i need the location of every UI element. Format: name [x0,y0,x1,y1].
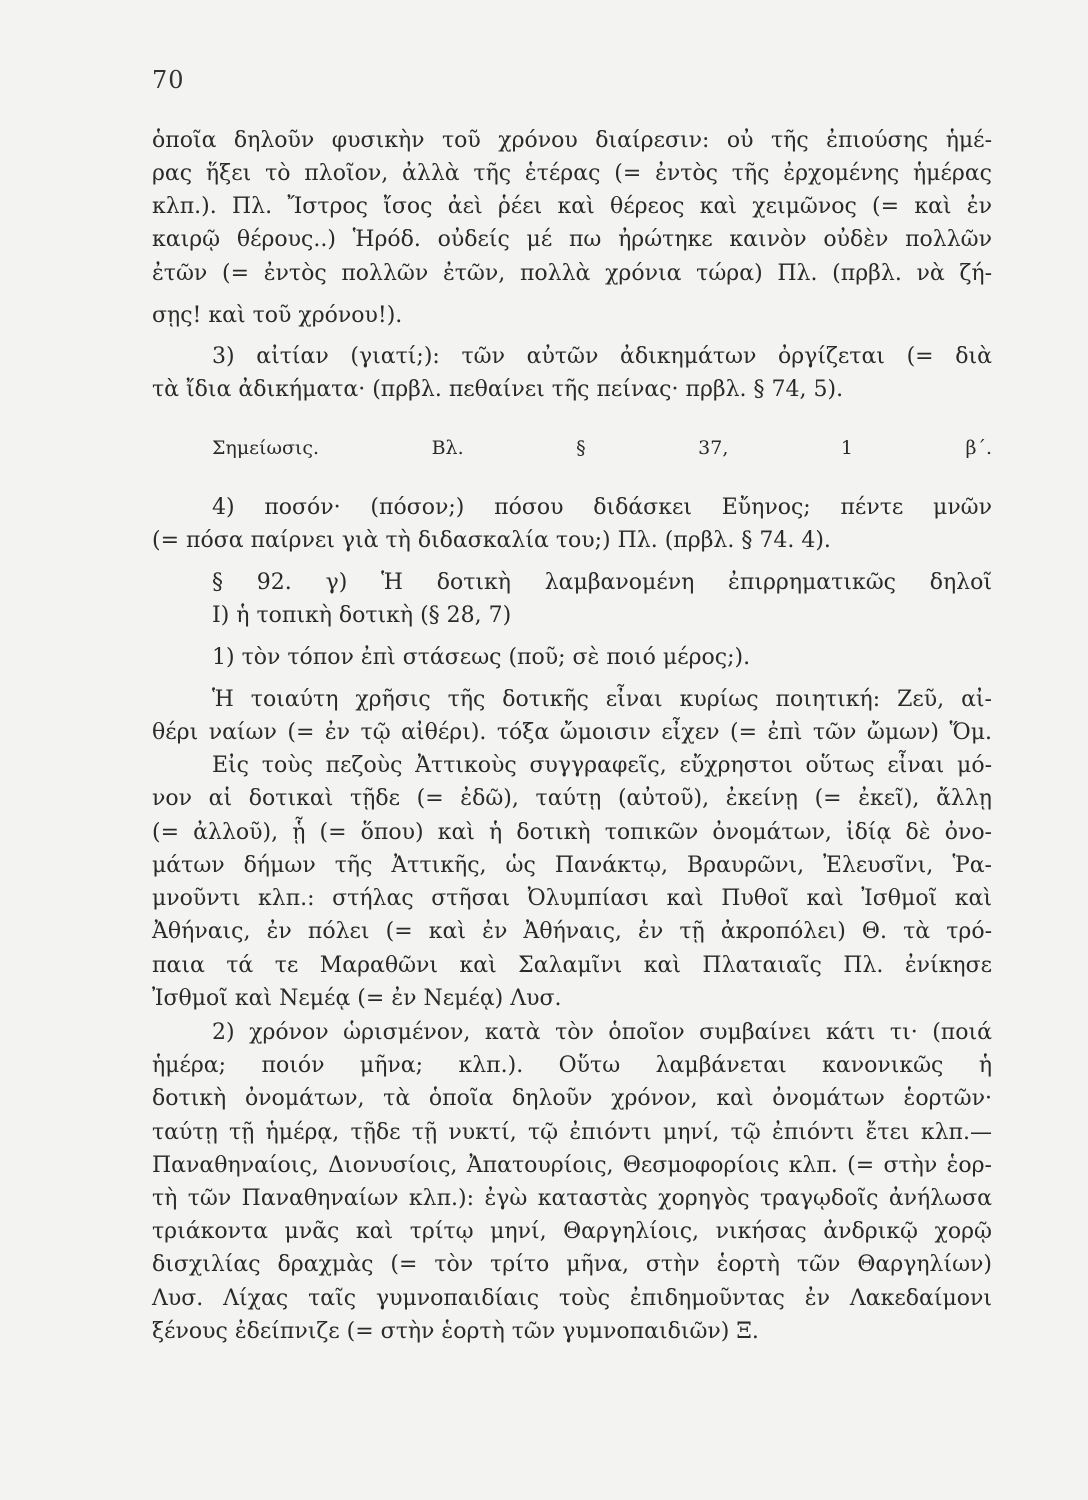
text-line: Ἰσθμοῖ καὶ Νεμέᾳ (= ἐν Νεμέᾳ) Λυσ. [152,986,562,1011]
text-line: μνοῦντι κλπ.: στήλας στῆσαι Ὀλυμπίασι καὶ Πυθοῖ καὶ Ἰσθμοῖ καὶ [152,886,992,911]
text-line: (= πόσα παίρνει γιὰ τὴ διδασκαλία του;) Πλ. (πρβλ. § 74. 4). [152,528,831,553]
text-line: Παναθηναίοις, Διονυσίοις, Ἀπατουρίοις, Θεσμοφορίοις κλπ. (= στὴν ἑορ- [152,1153,992,1178]
text-line: κλπ.). Πλ. Ἴστρος ἴσος ἀεὶ ῥέει καὶ θέρεος καὶ χειμῶνος (= καὶ ἐν [152,194,992,219]
text-line: ξένους ἐδείπνιζε (= στὴν ἑορτὴ τῶν γυμνοπαιδιῶν) Ξ. [152,1319,759,1344]
text-line: παια τά τε Μαραθῶνι καὶ Σαλαμῖνι καὶ Πλαταιαῖς Πλ. ἐνίκησε [152,953,992,978]
text-line: 4) ποσόν· (πόσον;) πόσου διδάσκει Εὔηνος; πέντε μνῶν [212,495,992,520]
text-line: 1) τὸν τόπον ἐπὶ στάσεως (ποῦ; σὲ ποιό μέρος;). [212,645,751,670]
text-line: ἡμέρα; ποιόν μῆνα; κλπ.). Οὕτω λαμβάνεται κανονικῶς ἡ [152,1053,992,1078]
text-line: νον αἱ δοτικαὶ τῇδε (= ἐδῶ), ταύτῃ (αὐτοῦ), ἐκείνῃ (= ἐκεῖ), ἄλλῃ [152,786,992,811]
text-line: Ἀθήναις, ἐν πόλει (= καὶ ἐν Ἀθήναις, ἐν τῇ ἀκροπόλει) Θ. τὰ τρό- [152,919,992,944]
text-line: τὴ τῶν Παναθηναίων κλπ.): ἐγὼ καταστὰς χορηγὸς τραγῳδοῖς ἀνήλωσα [152,1186,992,1211]
text-line: τριάκοντα μνᾶς καὶ τρίτῳ μηνί, Θαργηλίοις, νικήσας ἀνδρικῷ χορῷ [152,1219,992,1244]
text-line: ρας ἥξει τὸ πλοῖον, ἀλλὰ τῆς ἑτέρας (= ἐντὸς τῆς ἐρχομένης ἡμέρας [152,161,992,186]
text-line: θέρι ναίων (= ἐν τῷ αἰθέρι). τόξα ὤμοισιν εἶχεν (= ἐπὶ τῶν ὤμων) Ὅμ. [152,720,992,745]
text-line: σῃς! καὶ τοῦ χρόνου!). [152,303,403,328]
text-line: ταύτῃ τῇ ἡμέρᾳ, τῇδε τῇ νυκτί, τῷ ἐπιόντι μηνί, τῷ ἐπιόντι ἔτει κλπ.— [152,1120,992,1145]
text-line: I) ἡ τοπικὴ δοτικὴ (§ 28, 7) [212,603,512,628]
text-line: 2) χρόνον ὡρισμένον, κατὰ τὸν ὁποῖον συμβαίνει κάτι τι· (ποιά [212,1020,992,1045]
text-line: ὁποῖα δηλοῦν φυσικὴν τοῦ χρόνου διαίρεσιν: οὐ τῆς ἐπιούσης ἡμέ- [152,128,992,153]
text-line: (= ἀλλοῦ), ᾗ (= ὅπου) καὶ ἡ δοτικὴ τοπικῶν ὀνομάτων, ἰδίᾳ δὲ ὀνο- [152,820,992,845]
text-line: § 92. γ) Ἡ δοτικὴ λαμβανομένη ἐπιρρηματικῶς δηλοῖ [212,570,992,595]
text-line: δοτικὴ ὀνομάτων, τὰ ὁποῖα δηλοῦν χρόνον, καὶ ὀνομάτων ἑορτῶν· [152,1086,992,1111]
text-line: Σημείωσις. Βλ. § 37, 1 β΄. [212,437,992,459]
text-line: Εἰς τοὺς πεζοὺς Ἀττικοὺς συγγραφεῖς, εὔχρηστοι οὕτως εἶναι μό- [212,753,992,778]
text-line: μάτων δήμων τῆς Ἀττικῆς, ὡς Πανάκτῳ, Βραυρῶνι, Ἐλευσῖνι, Ῥα- [152,853,992,878]
page-number: 70 [152,66,185,94]
text-line: 3) αἰτίαν (γιατί;): τῶν αὐτῶν ἀδικημάτων ὀργίζεται (= διὰ [212,344,992,369]
text-line: Λυσ. Λίχας ταῖς γυμνοπαιδίαις τοὺς ἐπιδημοῦντας ἐν Λακεδαίμονι [152,1286,992,1311]
text-line: καιρῷ θέρους..) Ἡρόδ. οὐδείς μέ πω ἠρώτηκε καινὸν οὐδὲν πολλῶν [152,227,992,252]
text-line: δισχιλίας δραχμὰς (= τὸν τρίτο μῆνα, στὴν ἑορτὴ τῶν Θαργηλίων) [152,1252,992,1277]
text-line: τὰ ἴδια ἀδικήματα· (πρβλ. πεθαίνει τῆς πείνας· πρβλ. § 74, 5). [152,377,844,402]
text-line: ἐτῶν (= ἐντὸς πολλῶν ἐτῶν, πολλὰ χρόνια τώρα) Πλ. (πρβλ. νὰ ζή- [152,261,992,286]
text-line: Ἡ τοιαύτη χρῆσις τῆς δοτικῆς εἶναι κυρίως ποιητική: Ζεῦ, αἰ- [212,687,992,712]
